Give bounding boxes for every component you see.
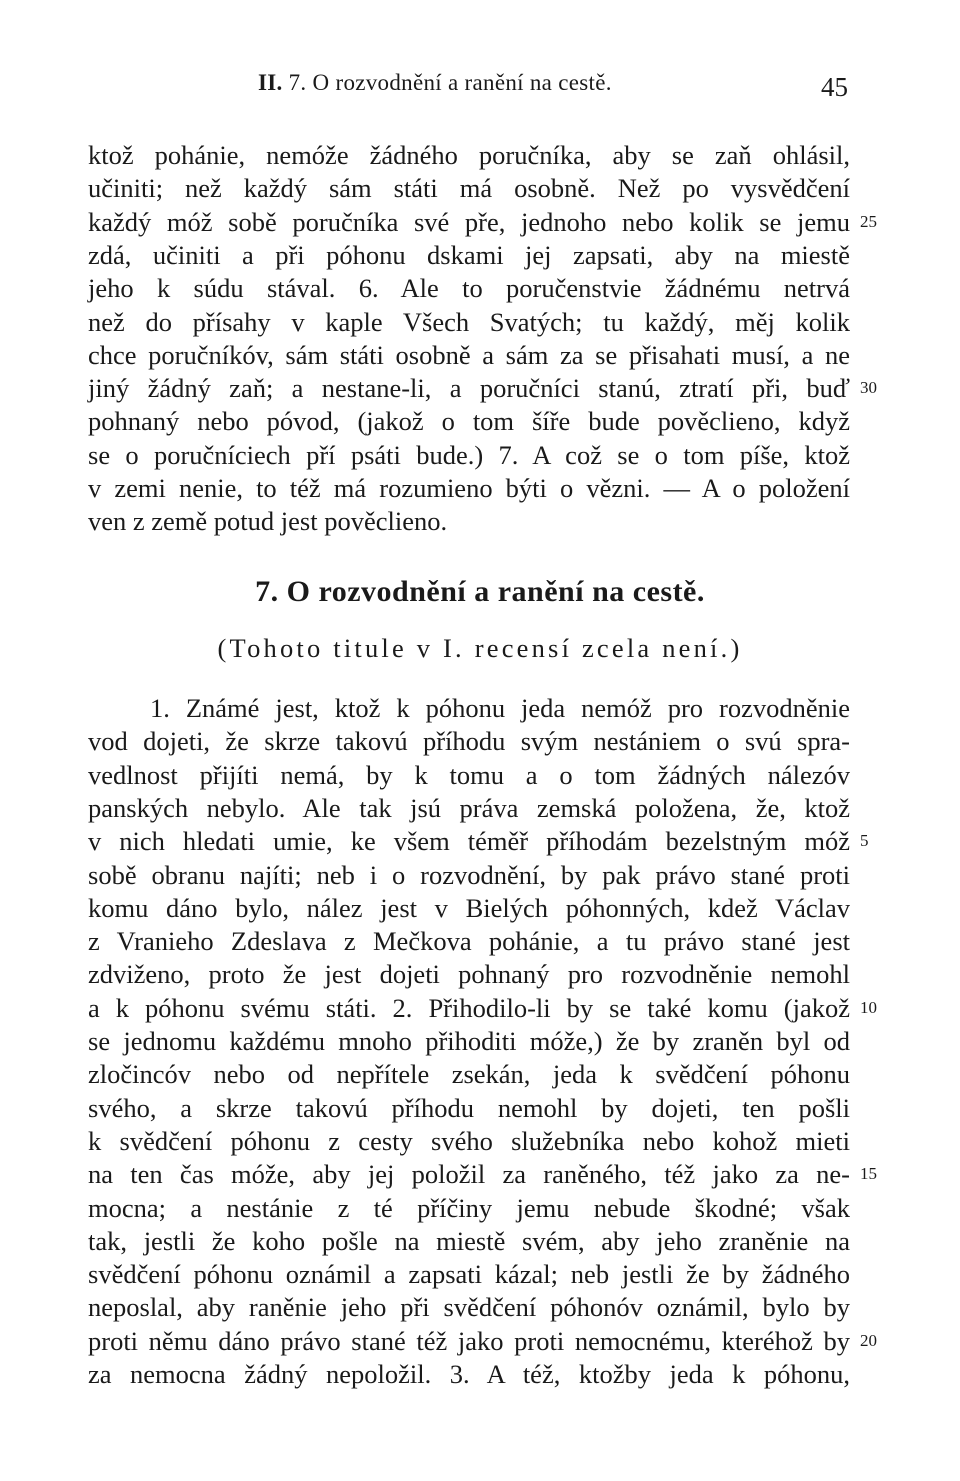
line-number: 10 [860, 997, 877, 1017]
text-line: v zemi nenie, to též má rozumieno býti o vězni. — A o položení [88, 473, 850, 503]
text-line: zločincóv nebo od nepřítele zsekán, jeda k svědčení póhonu [88, 1059, 850, 1090]
text-line: učiniti; než každý sám státi má osobně. Než po vysvědčení [88, 173, 850, 204]
text-line: v nich hledati umie, ke všem téměř příhodám bezelstným móž [88, 826, 850, 857]
text-line: z Vranieho Zdeslava z Mečkova pohánie, a tu právo stané jest [88, 926, 850, 957]
section-heading: 7. O rozvodnění a ranění na cestě. [255, 575, 705, 608]
text-line: svého, a skrze takovú příhodu nemohl by dojeti, ten pošli [88, 1092, 850, 1123]
text-line: zdá, učiniti a při póhonu dskami jej zapsati, aby na miestě [88, 239, 850, 270]
text-line: a k póhonu svému státi. 2. Přihodilo-li by se také komu (jakož [88, 992, 850, 1023]
text-line: vedlnost přijíti nemá, by k tomu a o tom žádných nálezóv [88, 759, 850, 790]
text-line: k svědčení póhonu z cesty svého služebníka nebo kohož mieti [88, 1125, 850, 1156]
text-line: neposlal, aby raněnie jeho při svědčení póhonóv oznámil, bylo by [88, 1292, 850, 1323]
text-line: ktož pohánie, nemóže žádného poručníka, aby se zaň ohlásil, [88, 140, 850, 170]
running-head-title [258, 70, 612, 96]
line-number: 30 [860, 378, 877, 398]
text-line: za nemocna žádný nepoložil. 3. A též, ktožby jeda k póhonu, [88, 1359, 850, 1389]
text-line: panských nebylo. Ale tak jsú práva zemská položena, že, ktož [88, 792, 850, 823]
line-number: 5 [860, 831, 869, 851]
text-line: sobě obranu najíti; neb i o rozvodnění, by pak právo stané proti [88, 859, 850, 890]
text-line: každý móž sobě poručníka své pře, jednoho nebo kolik se jemu [88, 206, 850, 237]
text-line: se jednomu každému mnoho přihoditi móže,) že by zraněn byl od [88, 1026, 850, 1056]
text-line: 1. Známé jest, ktož k póhonu jeda nemóž pro rozvodněnie [150, 693, 850, 723]
text-line: chce poručníkóv, sám státi osobně a sám za se přisahati musí, a ne [88, 339, 850, 370]
text-line: proti němu dáno právo stané též jako proti nemocnému, kteréhož by [88, 1325, 850, 1356]
text-line: jiný žádný zaň; a nestane-li, a poručníci stanú, ztratí při, buď [88, 373, 850, 404]
text-line: mocna; a nestánie z té příčiny jemu nebude škodné; však [88, 1192, 850, 1223]
line-number: 20 [860, 1330, 877, 1350]
text-line: zdviženo, proto že jest dojeti pohnaný pro rozvodněnie nemohl [88, 959, 850, 990]
text-line: se o poručníciech pří psáti bude.) 7. A což se o tom píše, ktož [88, 439, 850, 470]
page-number: 45 [821, 72, 848, 102]
text-line: tak, jestli že koho pošle na miestě svém, aby jeho zraněnie na [88, 1225, 850, 1256]
text-line: komu dáno bylo, nález jest v Bielých póhonných, kdež Václav [88, 892, 850, 923]
section-subheading: (Tohoto titule v I. recensí zcela není.) [217, 633, 743, 663]
text-line: vod dojeti, že skrze takovú příhodu svým nestániem o svú spra- [88, 726, 850, 757]
text-line: než do přísahy v kaple Všech Svatých; tu každý, měj kolik [88, 306, 850, 337]
running-head-text: 7. O rozvodnění a ranění na cestě. [288, 70, 612, 95]
running-head-section: II. [258, 70, 283, 95]
text-line: jeho k súdu stával. 6. Ale to poručenstvie žádnému netrvá [88, 273, 850, 304]
text-line: pohnaný nebo póvod, (jakož o tom šíře bude pověclieno, když [88, 406, 850, 437]
running-head [258, 70, 848, 104]
line-number: 25 [860, 211, 877, 231]
text-line: svědčení póhonu oznámil a zapsati kázal; neb jestli že by žádného [88, 1259, 850, 1290]
line-number: 15 [860, 1164, 877, 1184]
text-line: ven z země potud jest pověclieno. [88, 506, 448, 537]
text-line: na ten čas móže, aby jej položil za raněného, též jako za ne- [88, 1159, 850, 1190]
